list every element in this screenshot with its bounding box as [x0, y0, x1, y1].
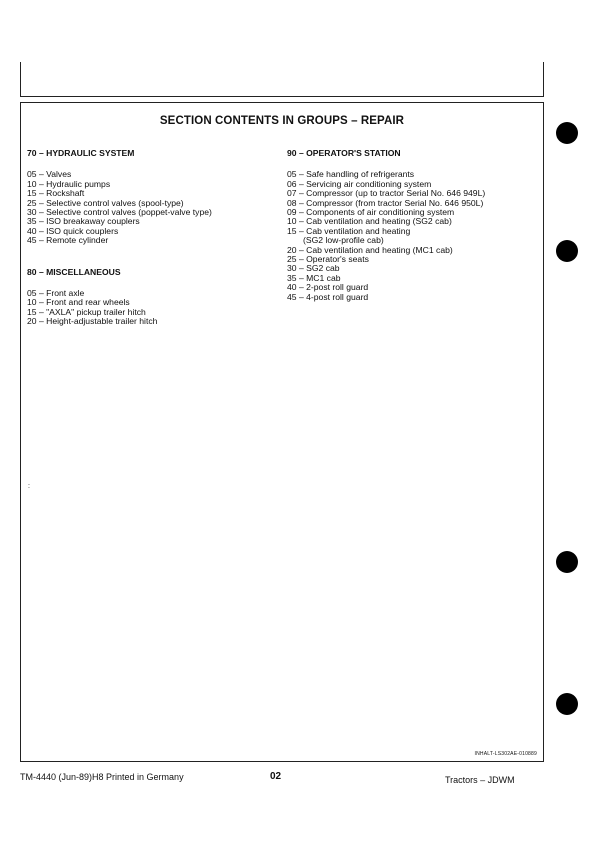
- group-miscellaneous: [27, 268, 287, 327]
- list-item: 45 – 4-post roll guard: [287, 291, 369, 302]
- list-item: 30 – Selective control valves (poppet-valve type): [27, 207, 212, 218]
- list-item: 20 – Cab ventilation and heating (MC1 cab): [287, 244, 453, 255]
- group-operators-station: [287, 149, 542, 302]
- group-heading: 90 – OPERATOR'S STATION: [287, 148, 401, 158]
- document-code: INHALT-LS302AE-010889: [474, 751, 537, 757]
- group-hydraulic: [27, 149, 287, 246]
- left-column: [27, 149, 287, 327]
- list-item: 35 – MC1 cab: [287, 272, 341, 283]
- footer-manual-id: TM-4440 (Jun-89)H8 Printed in Germany: [20, 772, 184, 782]
- list-item: 15 – Rockshaft: [27, 188, 85, 199]
- section-title: SECTION CONTENTS IN GROUPS – REPAIR: [159, 115, 405, 127]
- list-item: 05 – Front axle: [27, 288, 85, 299]
- list-item: 45 – Remote cylinder: [27, 235, 109, 246]
- list-item: [287, 227, 542, 246]
- list-item-text: 15 – Cab ventilation and heating: [287, 225, 411, 236]
- list-item: 10 – Cab ventilation and heating (SG2 cab): [287, 216, 452, 227]
- group-item-list: [287, 170, 542, 302]
- list-item: 05 – Valves: [27, 169, 72, 180]
- list-item: 25 – Selective control valves (spool-type): [27, 197, 184, 208]
- list-item: 40 – 2-post roll guard: [287, 282, 369, 293]
- binder-hole-icon: [556, 551, 578, 573]
- list-item: 10 – Hydraulic pumps: [27, 178, 111, 189]
- list-item: 09 – Components of air conditioning system: [287, 207, 455, 218]
- footer-product: Tractors – JDWM: [445, 775, 515, 785]
- list-item: 40 – ISO quick couplers: [27, 225, 119, 236]
- group-item-list: [27, 170, 287, 245]
- binder-hole-icon: [556, 122, 578, 144]
- list-item-continuation: (SG2 low-profile cab): [303, 235, 384, 246]
- list-item: 05 – Safe handling of refrigerants: [287, 169, 415, 180]
- list-item: 30 – SG2 cab: [287, 263, 340, 274]
- list-item: 08 – Compressor (from tractor Serial No. 646 950L): [287, 197, 484, 208]
- list-item: 35 – ISO breakaway couplers: [27, 216, 140, 227]
- group-heading: 80 – MISCELLANEOUS: [27, 266, 121, 277]
- list-item: 06 – Servicing air conditioning system: [287, 178, 432, 189]
- group-heading: 70 – HYDRAULIC SYSTEM: [27, 148, 135, 158]
- group-item-list: [27, 289, 287, 327]
- top-frame: [20, 62, 544, 97]
- right-column: [287, 149, 542, 302]
- list-item: 25 – Operator's seats: [287, 254, 369, 265]
- list-item: 20 – Height-adjustable trailer hitch: [27, 316, 158, 327]
- binder-hole-icon: [556, 693, 578, 715]
- page-number: 02: [270, 771, 282, 782]
- list-item: 07 – Compressor (up to tractor Serial No. 646 949L): [287, 188, 486, 199]
- list-item: 10 – Front and rear wheels: [27, 297, 130, 308]
- binder-hole-icon: [556, 240, 578, 262]
- contents-frame: [20, 102, 544, 762]
- stray-mark: :: [28, 483, 30, 490]
- list-item: 15 – "AXLA" pickup trailer hitch: [27, 306, 146, 317]
